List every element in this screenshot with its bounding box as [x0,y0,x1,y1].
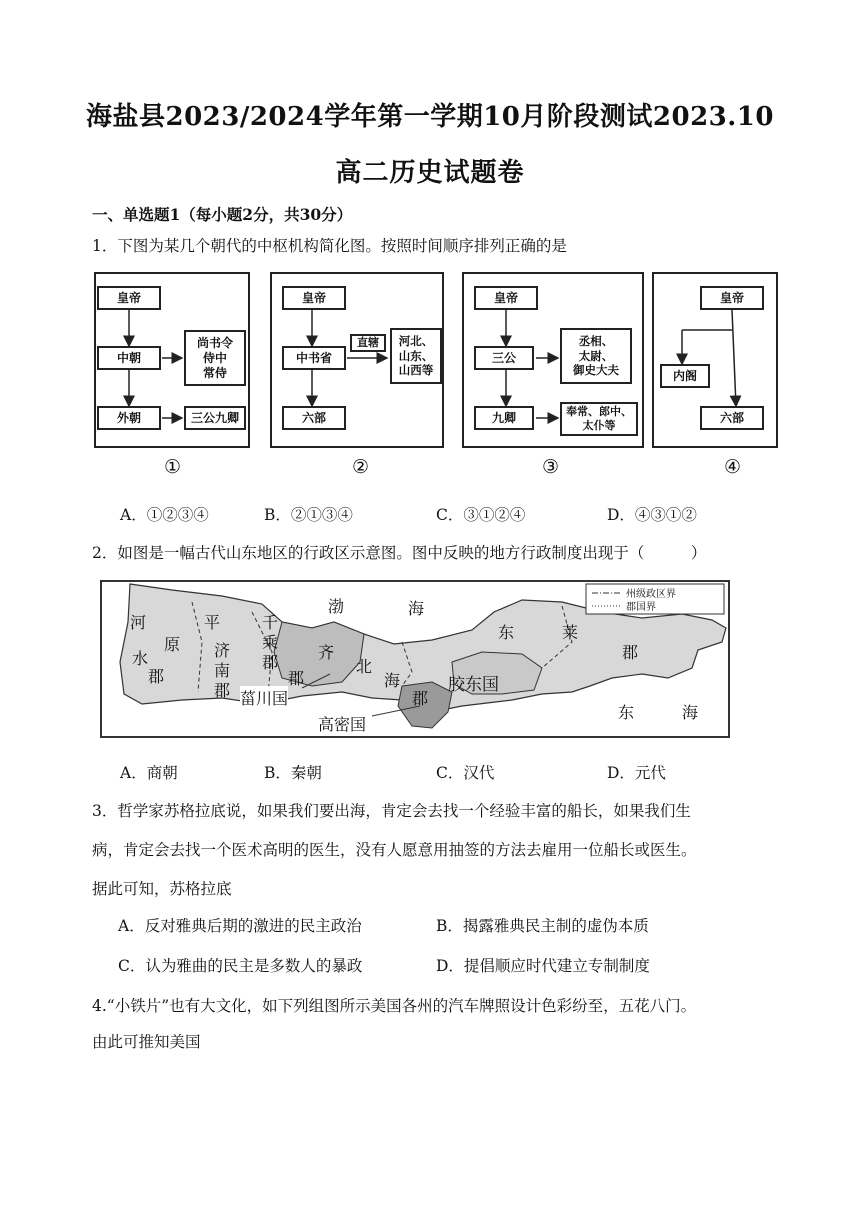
p1-officials: 尚书令 侍中 常侍 [184,330,246,386]
legend-commandery-border: 郡国界 [626,602,656,613]
p3-nine-ministers: 九卿 [474,406,534,430]
map-label: 北 [356,657,373,676]
p1-inner-court: 中朝 [97,346,161,370]
p3-three-dukes: 三公 [474,346,534,370]
panel-4-number: ④ [724,456,742,478]
map-label: 高密国 [318,712,366,735]
exam-subtitle: 高二历史试题卷 [335,158,525,188]
map-label: 胶东国 [448,675,499,695]
map-label: 济 [214,641,231,660]
p2-regions: 河北、 山东、 山西等 [390,328,442,384]
q4-line-2: 由此可推知美国 [92,1033,201,1051]
q2-option-c: C．汉代 [436,764,495,782]
map-label: 莱 [562,623,579,642]
p1-outer-court: 外朝 [97,406,161,430]
map-label: 郡 [622,643,639,662]
map-label: 乘 [262,633,279,652]
panel-2-number: ② [352,456,370,478]
p4-emperor: 皇帝 [700,286,764,310]
map-label: 郡 [214,681,231,700]
map-label: 平 [204,613,221,632]
map-label: 海 [408,599,425,618]
q3-line-1: 3．哲学家苏格拉底说，如果我们要出海，肯定会去找一个经验丰富的船长，如果我们生 [92,802,691,820]
map-label: 渤 [328,597,345,616]
q3-option-b: B．揭露雅典民主制的虚伪本质 [436,917,649,935]
q1-option-a: A．①②③④ [120,506,209,524]
map-label: 菑川国 [240,686,288,709]
q1-option-b: B．②①③④ [264,506,353,524]
exam-title: 海盐县2023/2024学年第一学期10月阶段测试2023.10 [85,102,774,132]
q1-option-d: D．④③①② [607,506,697,524]
p3-ministers-list: 奉常、郎中、 太仆等 [560,402,638,436]
map-label: 水 [132,649,149,668]
map-label: 原 [164,635,181,654]
p3-emperor: 皇帝 [474,286,538,310]
map-label: 东 [618,703,635,722]
map-label: 齐 [318,643,335,662]
q1-option-c: C．③①②④ [436,506,526,524]
p2-six-ministries: 六部 [282,406,346,430]
shandong-map [100,580,730,738]
map-label: 郡 [412,689,429,708]
q2-option-d: D．元代 [607,764,666,782]
map-label: 东 [498,623,515,642]
q3-line-2: 病，肯定会去找一个医术高明的医生，没有人愿意用抽签的方法去雇用一位船长或医生。 [92,841,697,859]
q1-stem: 1．下图为某几个朝代的中枢机构简化图。按照时间顺序排列正确的是 [92,237,567,255]
p2-secretariat: 中书省 [282,346,346,370]
map-label: 海 [682,703,699,722]
p2-emperor: 皇帝 [282,286,346,310]
map-label: 郡 [288,669,305,688]
q4-line-1: 4.“小铁片”也有大文化，如下列组图所示美国各州的汽车牌照设计色彩纷至，五花八门。 [92,997,697,1015]
q2-stem: 2．如图是一幅古代山东地区的行政区示意图。图中反映的地方行政制度出现于（ ） [92,544,707,562]
q1-diagram [94,272,780,482]
p4-six-ministries: 六部 [700,406,764,430]
panel-1-number: ① [164,456,182,478]
q2-option-a: A．商朝 [120,764,178,782]
map-label: 南 [214,661,231,680]
map-label: 郡 [262,653,279,672]
p1-three-dukes: 三公九卿 [184,406,246,430]
panel-3-number: ③ [542,456,560,478]
q2-option-b: B．秦朝 [264,764,322,782]
map-label: 千 [262,613,279,632]
p3-officials: 丞相、 太尉、 御史大夫 [560,328,632,384]
q3-option-c: C．认为雅曲的民主是多数人的暴政 [118,957,363,975]
legend-state-border: 州级政区界 [626,589,676,600]
p4-grand-secretariat: 内阁 [660,364,710,388]
q3-option-d: D．提倡顺应时代建立专制制度 [436,957,650,975]
map-label: 河 [130,613,147,632]
map-label: 海 [384,671,401,690]
map-label: 郡 [148,667,165,686]
p1-emperor: 皇帝 [97,286,161,310]
q3-option-a: A．反对雅典后期的激进的民主政治 [118,917,362,935]
p2-direct-tag: 直辖 [350,334,386,352]
section-heading: 一、单选题1（每小题2分，共30分） [92,205,353,224]
q3-line-3: 据此可知，苏格拉底 [92,880,232,898]
